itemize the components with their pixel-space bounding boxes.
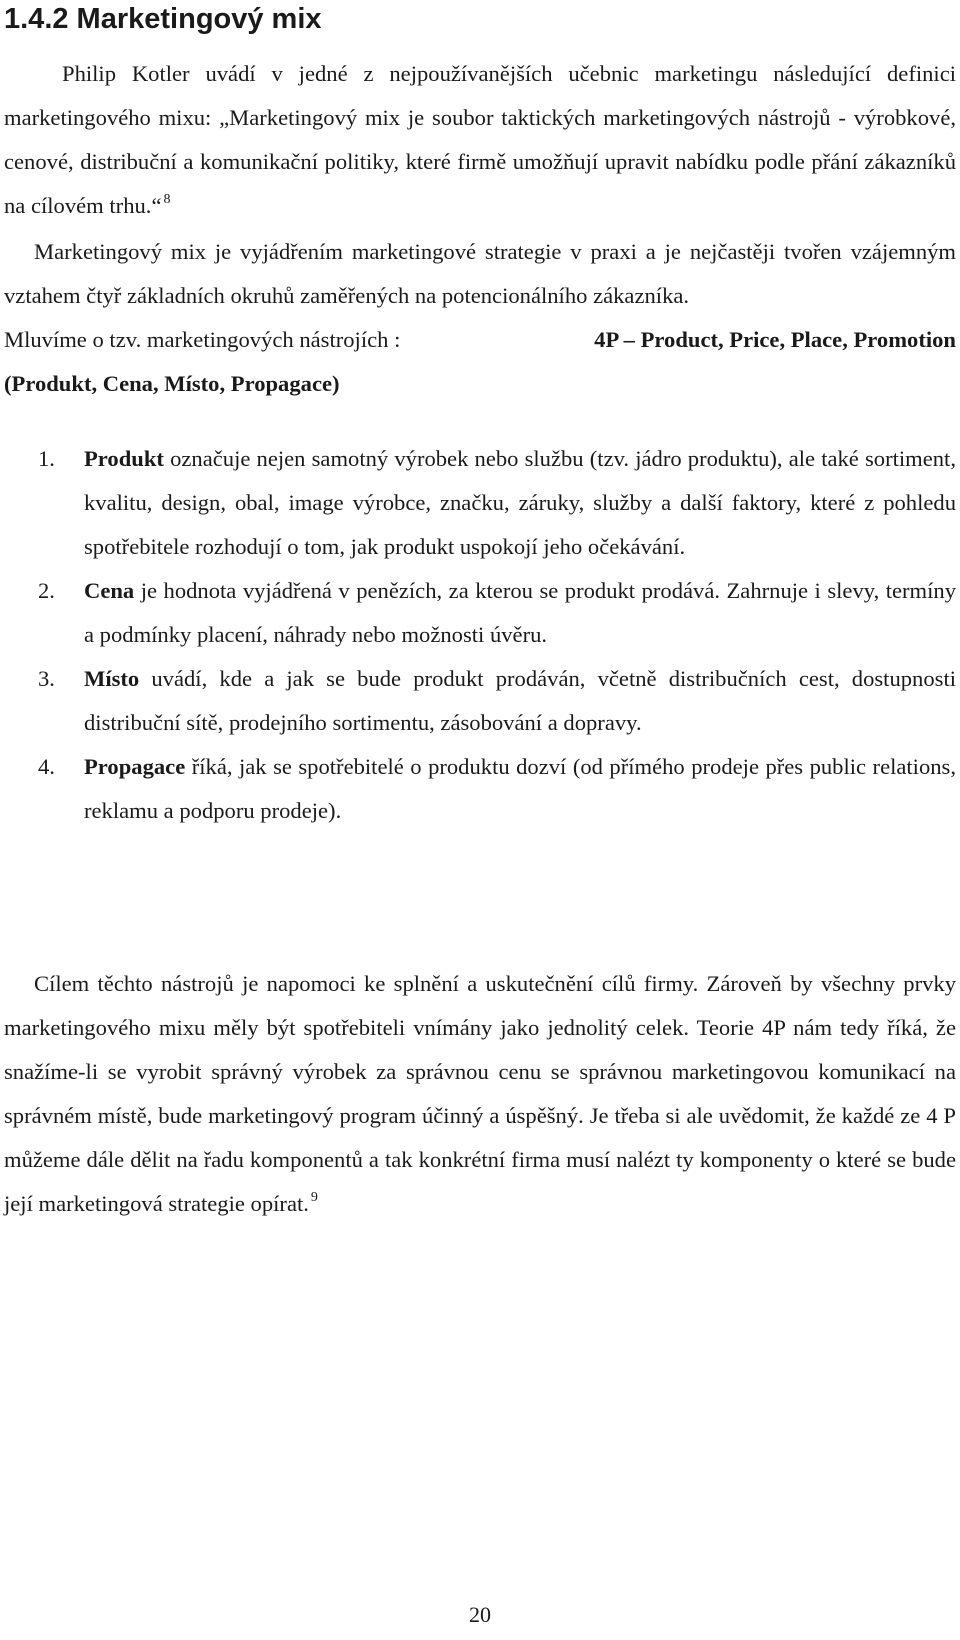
list-item — [4, 437, 956, 569]
four-p-list — [4, 437, 956, 833]
list-item — [4, 569, 956, 657]
footnote-ref-8: 8 — [163, 192, 171, 207]
list-item-number: 1. — [38, 446, 55, 471]
list-item-term: Produkt — [84, 446, 164, 471]
paragraph-kotler-text: Philip Kotler uvádí v jedné z nejpoužívanějších učebnic marketingu následující definici marketingového mixu: „Marketingový mix je soubor taktických marketingových nástrojů - výrobkové, cenové, distribuční a komunikační politiky, které firmě umožňují upravit nabídku podle přání zákazníků na cílovém trhu.“ — [4, 61, 956, 218]
list-item-term: Místo — [84, 666, 140, 691]
list-item-text: říká, jak se spotřebitelé o produktu dozví (od přímého prodeje přes public relations, reklamu a podporu prodeje). — [84, 754, 956, 823]
list-item-number: 3. — [38, 666, 55, 691]
list-item — [4, 745, 956, 833]
list-item-term: Cena — [84, 578, 135, 603]
four-p-english: 4P – Product, Price, Place, Promotion — [594, 327, 956, 352]
paragraph-kotler-definition — [4, 52, 956, 228]
paragraph-conclusion — [4, 962, 956, 1226]
list-item-text: je hodnota vyjádřená v penězích, za kterou se produkt prodává. Zahrnuje i slevy, termíny a podmínky placení, náhrady nebo možnosti úvěru. — [84, 578, 956, 647]
section-heading: 1.4.2 Marketingový mix — [4, 3, 322, 35]
four-p-line — [4, 318, 956, 362]
four-p-intro: Mluvíme o tzv. marketingových nástrojích : — [4, 327, 401, 352]
paragraph-conclusion-text: Cílem těchto nástrojů je napomoci ke splnění a uskutečnění cílů firmy. Zároveň by všechny prvky marketingového mixu měly být spotřebiteli vnímány jako jednolitý celek. Teorie 4P nám tedy říká, že snažíme-li se vyrobit správný výrobek za správnou cenu se správnou marketingovou komunikací na správném místě, bude marketingový program účinný a úspěšný. Je třeba si ale uvědomit, že každé ze 4 P můžeme dále dělit na řadu komponentů a tak konkrétní firma musí nalézt ty komponenty o které se bude její marketingová strategie opírat. — [4, 971, 956, 1216]
list-item — [4, 657, 956, 745]
list-item-term: Propagace — [84, 754, 186, 779]
footnote-ref-9: 9 — [310, 1190, 318, 1205]
list-item-number: 4. — [38, 754, 55, 779]
list-item-number: 2. — [38, 578, 55, 603]
page-number: 20 — [469, 1602, 491, 1627]
list-item-text: uvádí, kde a jak se bude produkt prodáván, včetně distribučních cest, dostupnosti distribuční sítě, prodejního sortimentu, zásobování a dopravy. — [84, 666, 956, 735]
four-p-czech: (Produkt, Cena, Místo, Propagace) — [4, 371, 340, 396]
paragraph-marketing-mix-text: Marketingový mix je vyjádřením marketingové strategie v praxi a je nejčastěji tvořen vzájemným vztahem čtyř základních okruhů zaměřených na potencionálního zákazníka. — [4, 239, 956, 308]
paragraph-marketing-mix — [4, 230, 956, 318]
list-item-text: označuje nejen samotný výrobek nebo službu (tzv. jádro produktu), ale také sortiment, kvalitu, design, obal, image výrobce, značku, záruky, služby a další faktory, které z pohledu spotřebitele rozhodují o tom, jak produkt uspokojí jeho očekávání. — [84, 446, 956, 559]
